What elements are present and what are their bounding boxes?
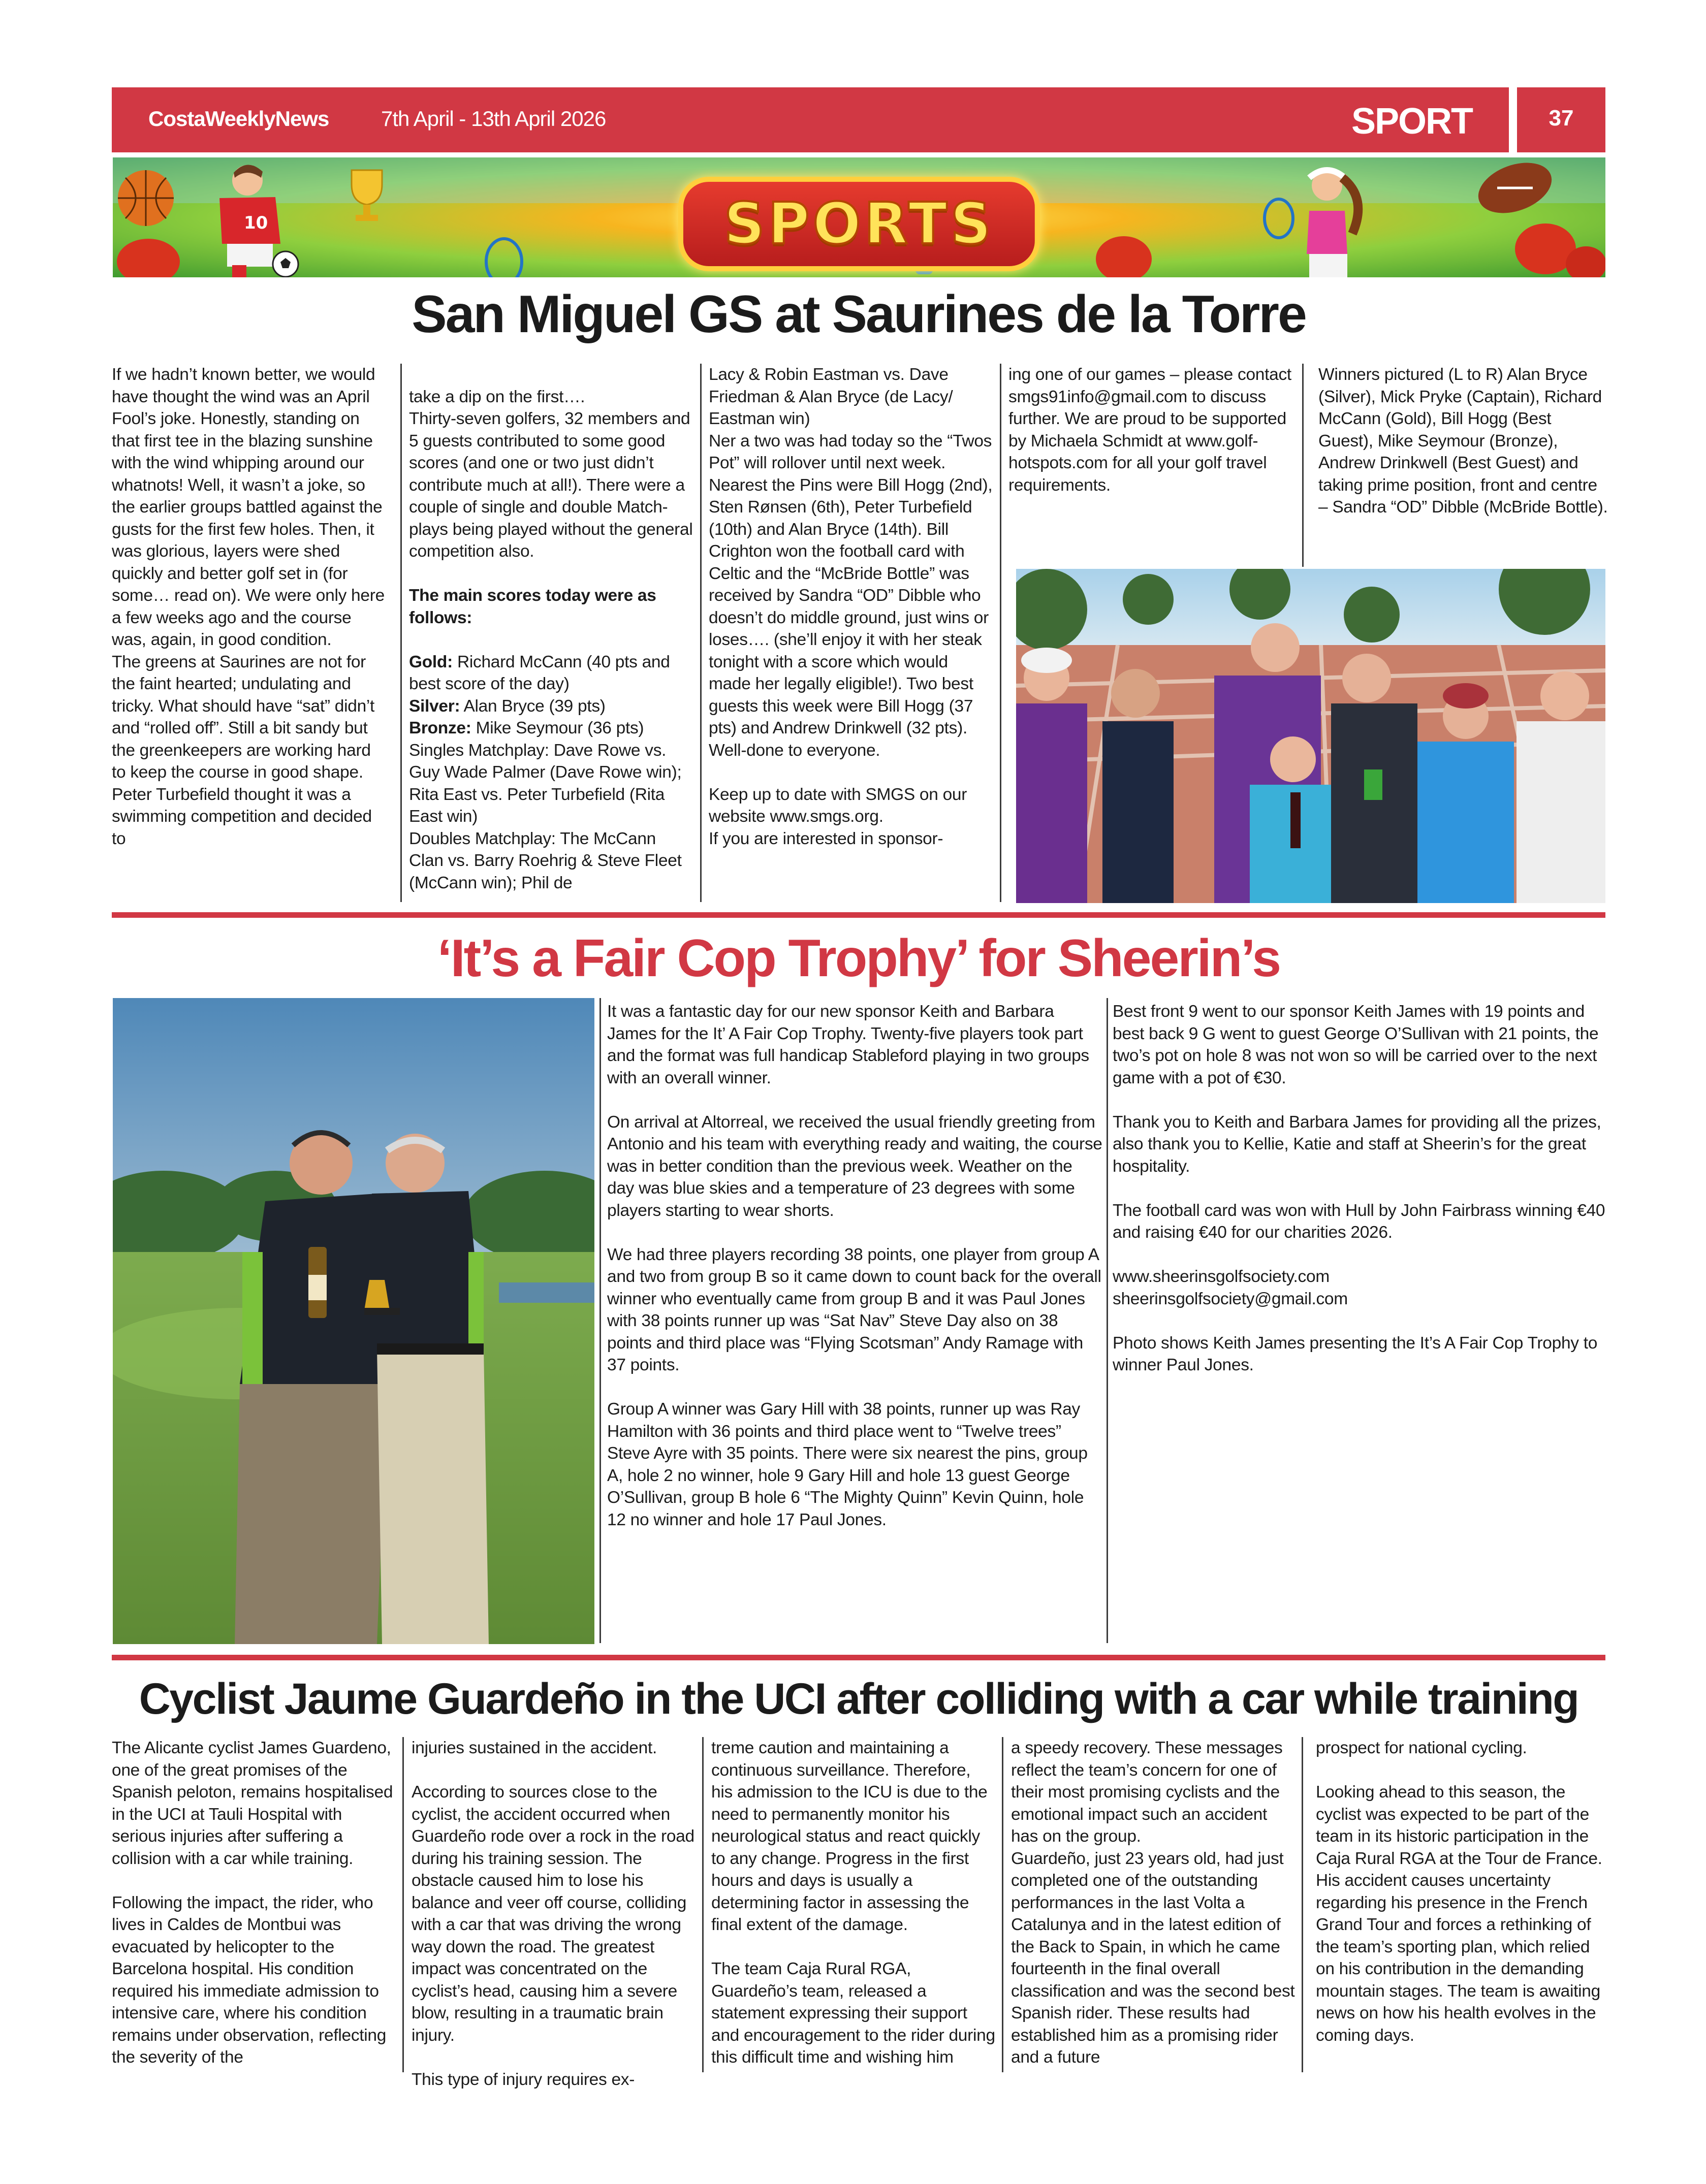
issue-date-range: 7th April - 13th April 2026 [381, 107, 606, 131]
publication-name: CostaWeeklyNews [148, 107, 329, 131]
trophy-icon [352, 170, 382, 205]
column-divider [1000, 364, 1001, 902]
bronze-winner: Mike Seymour (36 pts) [471, 719, 644, 737]
article1-photo-caption: Winners pictured (L to R) Alan Bryce (Silver), Mick Pryke (Captain), Richard McCann (Gold), Bill Hogg (Best Guest), Mike Seymour (Bronze), Andrew Drinkwell (Best Guest) and taking prime position, front and centre – Sandra “OD” Dibble (McBride Bottle). [1318, 365, 1608, 517]
gold-winner: Richard McCann (40 pts and best score of the day) [409, 652, 670, 693]
article2-column-2: Best front 9 went to our sponsor Keith James with 19 points and best back 9 G went to guest George O’Sullivan with 21 points, the two’s pot on hole 8 was not won so will be carried over to the next game with a pot of €30. Thank you to Keith and Barbara James for providing all the prizes, also thank you to Kellie, Katie and staff at Sheerin’s for the great hospitality. The football card was won with Hull by John Fairbrass winning €40 and raising €40 for our charities 2026. www.sheerinsgolfsociety.com sheerinsgolfsociety@gmail.com Photo shows Keith James presenting the It’s A Fair Cop Trophy to winner Paul Jones. [1113, 1002, 1605, 1374]
tennis-racket-icon [486, 239, 522, 277]
sports-banner-image [113, 157, 1605, 277]
section-divider-rule [112, 912, 1605, 918]
golfers-with-trophy [235, 1132, 489, 1644]
column-divider [1107, 998, 1108, 1643]
column-divider [599, 998, 601, 1643]
column-divider [1302, 364, 1304, 567]
section-divider-rule [112, 1655, 1605, 1660]
silver-label: Silver: [409, 696, 460, 716]
column-divider [700, 364, 702, 902]
banner-title-sign [678, 177, 1040, 271]
football-helmet-icon [1096, 236, 1152, 277]
article1-col2-intro: take a dip on the first…. Thirty-seven golfers, 32 members and 5 guests contributed to some good scores (and one or two just didn’t contribute much at all!). There were a couple of single and double Match-plays being played without the general competition also. [409, 387, 693, 561]
svg-text:10: 10 [244, 213, 268, 233]
article3-column-2: injuries sustained in the accident. According to sources close to the cyclist, the accident occurred when Guardeño rode over a rock in the road during his training session. The obstacle caused him to lose his balance and veer off course, colliding with a car that was driving the wrong way down the road. The greatest impact was concentrated on the cyclist’s head, causing him a severe blow, resulting in a traumatic brain injury. This type of injury requires ex- [412, 1739, 694, 2089]
column-divider [1002, 1737, 1003, 2072]
article3-column-3: treme caution and maintaining a continuous surveillance. Therefore, his admission to the ICU is due to the need to permanently monitor his neurological status and react quickly to any change. Progress in the first hours and days is usually a determining factor in assessing the final extent of the damage. The team Caja Rural RGA, Guardeño’s team, released a statement expressing their support and encouragement to the rider during this difficult time and wishing him [711, 1739, 995, 2067]
trophy-presentation-photo [113, 998, 594, 1644]
article3-column-1: The Alicante cyclist James Guardeno, one of the great promises of the Spanish peloton, remains hospitalised in the UCI at Tauli Hospital with serious injuries after suffering a collision with a car while training. Following the impact, the rider, who lives in Caldes de Montbui was evacuated by helicopter to the Barcelona hospital. His condition required his immediate admission to intensive care, where his condition remains under observation, reflecting the severity of the [112, 1739, 393, 2067]
column-divider [702, 1737, 704, 2072]
article1-column-1: If we hadn’t known better, we would have thought the wind was an April Fool’s joke. Honestly, standing on that first tee in the blazing sunshine with the wind whipping around our whatnots! Well, it wasn’t a joke, so the earlier groups battled against the gusts for the first few holes. Then, it was glorious, layers were shed quickly and better golf set in (for some… read on). We were only here a few weeks ago and the course was, again, in good condition. The greens at Saurines are not for the faint hearted; undulating and tricky. What should have “sat” didn’t and “rolled off”. Still a bit sandy but the greenkeepers are working hard to keep the course in good shape. Peter Turbefield thought it was a swimming competition and decided to [112, 365, 385, 848]
gold-label: Gold: [409, 652, 453, 671]
article2-column-1: It was a fantastic day for our new sponsor Keith and Barbara James for the It’ A Fair Cop Trophy. Twenty-five players took part and the format was full handicap Stableford playing in two groups with an overall winner. On arrival at Altorreal, we received the usual friendly greeting from Antonio and his team with everything ready and waiting, the course was in better condition than the previous week. Weather on the day was blue skies and a temperature of 23 degrees with some players starting to wear shorts. We had three players recording 38 points, one player from group A and two from group B so it came down to count back for the overall winner who eventually came from group B and it was Paul Jones with 38 points runner up was “Sat Nav” Steve Day also on 38 points and third place was “Flying Scotsman” Andy Ramage with 37 points. Group A winner was Gary Hill with 38 points, runner up was Ray Hamilton with 36 points and third place went to “Twelve trees” Steve Ayre with 35 points. There were six nearest the pins, group A, hole 2 no winner, hole 9 Gary Hill and hole 13 guest George O’Sullivan, group B hole 6 “The Mighty Quinn” Kevin Quinn, hole 12 no winner and hole 17 Paul Jones. [607, 1002, 1102, 1529]
page-number: 37 [1549, 106, 1574, 131]
article3-column-4: a speedy recovery. These messages reflect the team’s concern for one of their most promising cyclists and the emotional impact such an accident has on the group. Guardeño, just 23 years old, had just completed one of the outstanding performances in the last Volta a Catalunya and in the latest edition of the Back to Spain, in which he came fourteenth in the final overall classification and was the second best Spanish rider. These results had established him as a promising rider and a future [1011, 1739, 1295, 2067]
section-label: SPORT [1351, 101, 1472, 142]
article1-matchplay-results: Singles Matchplay: Dave Rowe vs. Guy Wade Palmer (Dave Rowe win); Rita East vs. Peter Turbefield (Rita East win) Doubles Matchplay: The McCann Clan vs. Barry Roehrig & Steve Fleet (McCann win); Phil de [409, 741, 682, 892]
article3-headline: Cyclist Jaume Guardeño in the UCI after colliding with a car while training [139, 1675, 1578, 1723]
article1-column-3: Lacy & Robin Eastman vs. Dave Friedman & Alan Bryce (de Lacy/ Eastman win) Ner a two was had today so the “Twos Pot” will rollover until next week. Nearest the Pins were Bill Hogg (2nd), Sten Rønsen (6th), Peter Turbefield (10th) and Alan Bryce (14th). Bill Crighton won the football card with Celtic and the “McBride Bottle” was received by Sandra “OD” Dibble who doesn’t do middle ground, just wins or loses…. (she’ll enjoy it with her steak tonight with a score which would made her legally eligible!). Two best guests this week were Bill Hogg (37 pts) and Andrew Drinkwell (32 pts). Well-done to everyone. Keep up to date with SMGS on our website www.smgs.org. If you are interested in sponsor- [709, 365, 993, 848]
masthead-bar [112, 87, 1509, 152]
golf-winners-group-photo [1016, 569, 1605, 903]
page-number-box [1517, 87, 1605, 152]
column-divider [400, 364, 402, 902]
article2-headline: ‘It’s a Fair Cop Trophy’ for Sheerin’s [437, 929, 1280, 988]
article3-column-5: prospect for national cycling. Looking ahead to this season, the cyclist was expected to be part of the team in its historic participation in the Caja Rural RGA at the Tour de France. His accident causes uncertainty regarding his presence in the French Grand Tour and forces a rethinking of the team’s sporting plan, which relied on his contribution in the demanding mountain stages. The team is awaiting news on how his health evolves in the coming days. [1316, 1739, 1602, 2045]
banner-title-text: SPORTS [723, 191, 995, 257]
silver-winner: Alan Bryce (39 pts) [460, 696, 606, 716]
article1-scores-heading: The main scores today were as follows: [409, 586, 656, 627]
bronze-label: Bronze: [409, 719, 471, 737]
article1-column-4: ing one of our games – please contact smgs91info@gmail.com to discuss further. We are proud to be supported by Michaela Schmidt at www.golf-hotspots.com for all your golf travel requirements. [1008, 365, 1291, 495]
column-divider [402, 1737, 404, 2072]
column-divider [1302, 1737, 1303, 2072]
article1-column-2 [409, 364, 693, 894]
article1-headline: San Miguel GS at Saurines de la Torre [412, 285, 1306, 344]
